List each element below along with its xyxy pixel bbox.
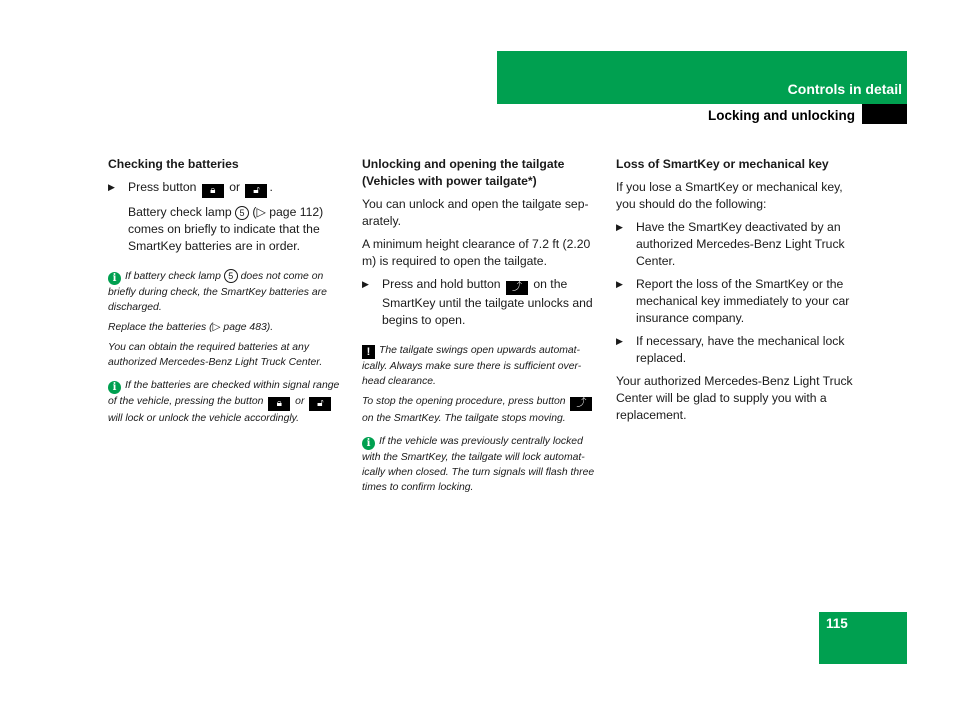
- note-text: The tailgate swings open upwards automat-ically. Always make sure there is sufficient over-head clearance.: [362, 345, 582, 387]
- step-text: Press and hold button: [382, 277, 501, 291]
- column-tailgate: [362, 156, 602, 503]
- info-icon: i: [362, 437, 375, 450]
- note-text: If the vehicle was previously centrally locked with the SmartKey, the tailgate will lock automat-ically when closed. The turn signals will flash three times to confirm locking.: [362, 436, 595, 493]
- step-press-button: [108, 179, 348, 198]
- step-text: on the SmartKey until the tailgate unlocks and begins to open.: [382, 277, 593, 327]
- section-title: Controls in detail: [787, 81, 902, 97]
- bullet-arrow-icon: ▶: [616, 336, 623, 346]
- section-tab-marker: [862, 104, 907, 124]
- info-icon: i: [108, 272, 121, 285]
- replacement-text: Your authorized Mercedes-Benz Light Truck Center will be glad to supply you with a replacement.: [616, 374, 853, 422]
- info-note-signal-range: [108, 378, 348, 426]
- column-checking-batteries: [108, 156, 348, 434]
- unlock-icon: 🔓︎: [309, 397, 331, 411]
- step-text: .: [269, 180, 273, 194]
- tailgate-icon: ⤴: [570, 397, 592, 411]
- info-icon: i: [108, 381, 121, 394]
- warning-note-tailgate: [362, 343, 602, 426]
- lock-icon: 🔒︎: [202, 184, 224, 198]
- step-text: or: [229, 180, 241, 194]
- bullet-arrow-icon: ▶: [362, 279, 369, 289]
- step-text: Have the SmartKey deactivated by an authorized Mercedes-Benz Light Truck Center.: [636, 220, 845, 268]
- step-report-loss: [616, 276, 856, 327]
- info-note-tailgate-lock: [362, 434, 602, 495]
- unlock-icon: 🔓︎: [245, 184, 267, 198]
- subsection-title: Locking and unlocking: [707, 108, 855, 123]
- lock-icon: 🔒︎: [268, 397, 290, 411]
- heading-loss-of-key: Loss of SmartKey or mechanical key: [616, 157, 829, 171]
- note-obtain-batteries: You can obtain the required batteries at any authorized Mercedes-Benz Light Truck Center.: [108, 342, 323, 368]
- tailgate-icon: ⤴: [506, 281, 528, 295]
- note-text: on the SmartKey. The tailgate stops moving.: [362, 413, 566, 424]
- note-text: If the batteries are checked within signal range of the vehicle, pressing the button: [108, 380, 340, 407]
- heading-checking-batteries: Checking the batteries: [108, 157, 239, 171]
- lamp-number-badge: 5: [224, 269, 238, 283]
- tailgate-intro-text: You can unlock and open the tailgate sep-arately.: [362, 197, 589, 228]
- text-span: (▷ page 112) comes on briefly to indicate that the SmartKey batteries are in order.: [128, 205, 324, 253]
- warning-icon: !: [362, 345, 375, 359]
- note-text: To stop the opening procedure, press button: [362, 396, 566, 407]
- loss-intro-text: If you lose a SmartKey or mechanical key, you should do the following:: [616, 180, 843, 211]
- lamp-number-badge: 5: [235, 206, 249, 220]
- step-text: If necessary, have the mechanical lock replaced.: [636, 334, 845, 365]
- step-replace-lock: [616, 333, 856, 367]
- bullet-arrow-icon: ▶: [616, 279, 623, 289]
- bullet-arrow-icon: ▶: [108, 182, 115, 192]
- step-deactivate: [616, 219, 856, 270]
- note-text: will lock or unlock the vehicle accordingly.: [108, 413, 299, 424]
- text-span: Battery check lamp: [128, 205, 232, 219]
- page-number: 115: [826, 616, 848, 631]
- info-note-battery: [108, 269, 348, 370]
- column-loss-of-key: [616, 156, 856, 430]
- heading-tailgate: Unlocking and opening the tailgate (Vehicles with power tailgate*): [362, 157, 565, 188]
- step-hold-button: [362, 276, 602, 329]
- tailgate-clearance-text: A minimum height clearance of 7.2 ft (2.20 m) is required to open the tailgate.: [362, 237, 591, 268]
- battery-check-text: [108, 204, 348, 255]
- note-replace-batteries: Replace the batteries (▷ page 483).: [108, 322, 274, 333]
- note-text: If battery check lamp: [125, 271, 221, 282]
- bullet-arrow-icon: ▶: [616, 222, 623, 232]
- note-text: does not come on briefly during check, the SmartKey batteries are discharged.: [108, 271, 327, 313]
- step-text: Report the loss of the SmartKey or the mechanical key immediately to your car insurance company.: [636, 277, 850, 325]
- note-text: or: [295, 396, 305, 407]
- step-text: Press button: [128, 180, 197, 194]
